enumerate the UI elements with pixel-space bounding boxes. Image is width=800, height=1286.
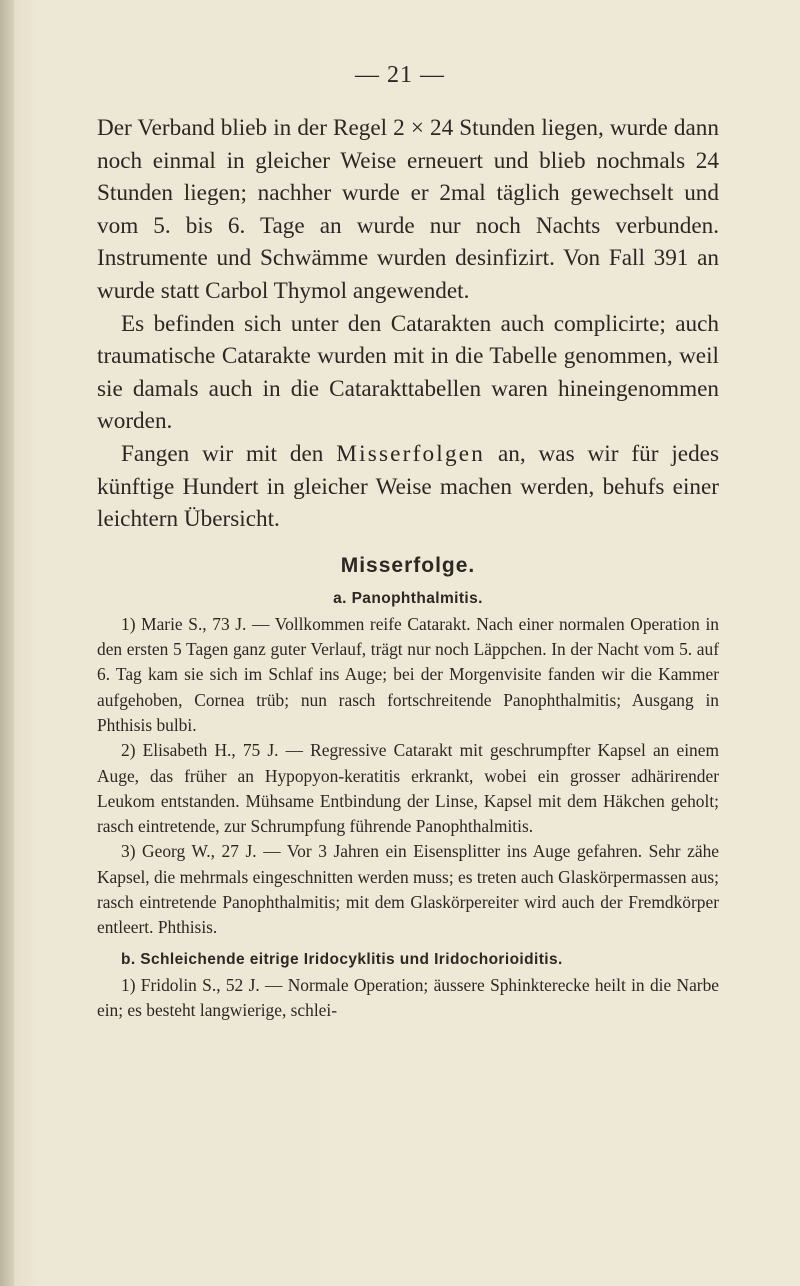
subsection-b-title: b. Schleichende eitrige Iridocyklitis und Iridochorioiditis. [121,950,563,968]
case-a-3: 3) Georg W., 27 J. — Vor 3 Jahren ein Eisensplitter ins Auge gefahren. Sehr zähe Kapsel, die mehrmals eingeschnitten werden muss; es treten auch Glaskörpermassen aus; rasch eintretende Panophthalmitis; mit dem Glaskörpereiter wird auch der Fremdkörper entleert. Phthisis. [97,841,719,938]
section-title: Misserfolge. [340,553,476,577]
intro-paragraph-3 [97,438,719,536]
intro-paragraph-3-start: Fangen wir mit den [121,440,337,467]
intro-paragraph-3-end: an, was wir für jedes künftige Hundert in gleicher Weise machen werden, behufs einer leichtern Übersicht. [97,440,719,533]
case-a-1: 1) Marie S., 73 J. — Vollkommen reife Catarakt. Nach einer normalen Operation in den ersten 5 Tagen ganz guter Verlauf, trägt nur noch Läppchen. In der Nacht vom 5. auf 6. Tag kam sie sich im Schlaf ins Auge; bei der Morgenvisite fanden wir die Kammer aufgehoben, Cornea trüb; nun rasch fortschreitende Panophthalmitis; Ausgang in Phthisis bulbi. [97,613,719,735]
intro-paragraph-1: Der Verband blieb in der Regel 2 × 24 Stunden liegen, wurde dann noch einmal in gleicher Weise erneuert und blieb nochmals 24 Stunden liegen; nachher wurde er 2mal täglich gewechselt und vom 5. bis 6. Tage an wurde nur noch Nachts verbunden. Instrumente und Schwämme wurden desinfizirt. Von Fall 391 an wurde statt Carbol Thymol angewendet. [97,115,719,304]
subsection-a-title: a. Panophthalmitis. [333,589,483,607]
case-b-1: 1) Fridolin S., 52 J. — Normale Operation; äussere Sphinkterecke heilt in die Narbe ein; es besteht langwierige, schlei- [97,974,719,1020]
case-a-2: 2) Elisabeth H., 75 J. — Regressive Catarakt mit geschrumpfter Kapsel an einem Auge, das früher an Hypopyon-keratitis erkrankt, wobei ein grosser adhärirender Leukom entstanden. Mühsame Entbindung der Linse, Kapsel mit dem Häkchen geholt; rasch eintretende, zur Schrumpfung führende Panophthalmitis. [97,740,719,837]
page-binding-edge [0,0,14,1286]
intro-paragraph-2: Es befinden sich unter den Catarakten auch complicirte; auch traumatische Catarakte wurden mit in die Tabelle genommen, weil sie damals auch in die Catarakttabellen waren hineingenommen worden. [97,310,719,435]
page-body [97,112,719,1023]
emphasized-word-misserfolgen: Misserfolgen [336,440,486,467]
page-number: — 21 — [355,62,445,88]
